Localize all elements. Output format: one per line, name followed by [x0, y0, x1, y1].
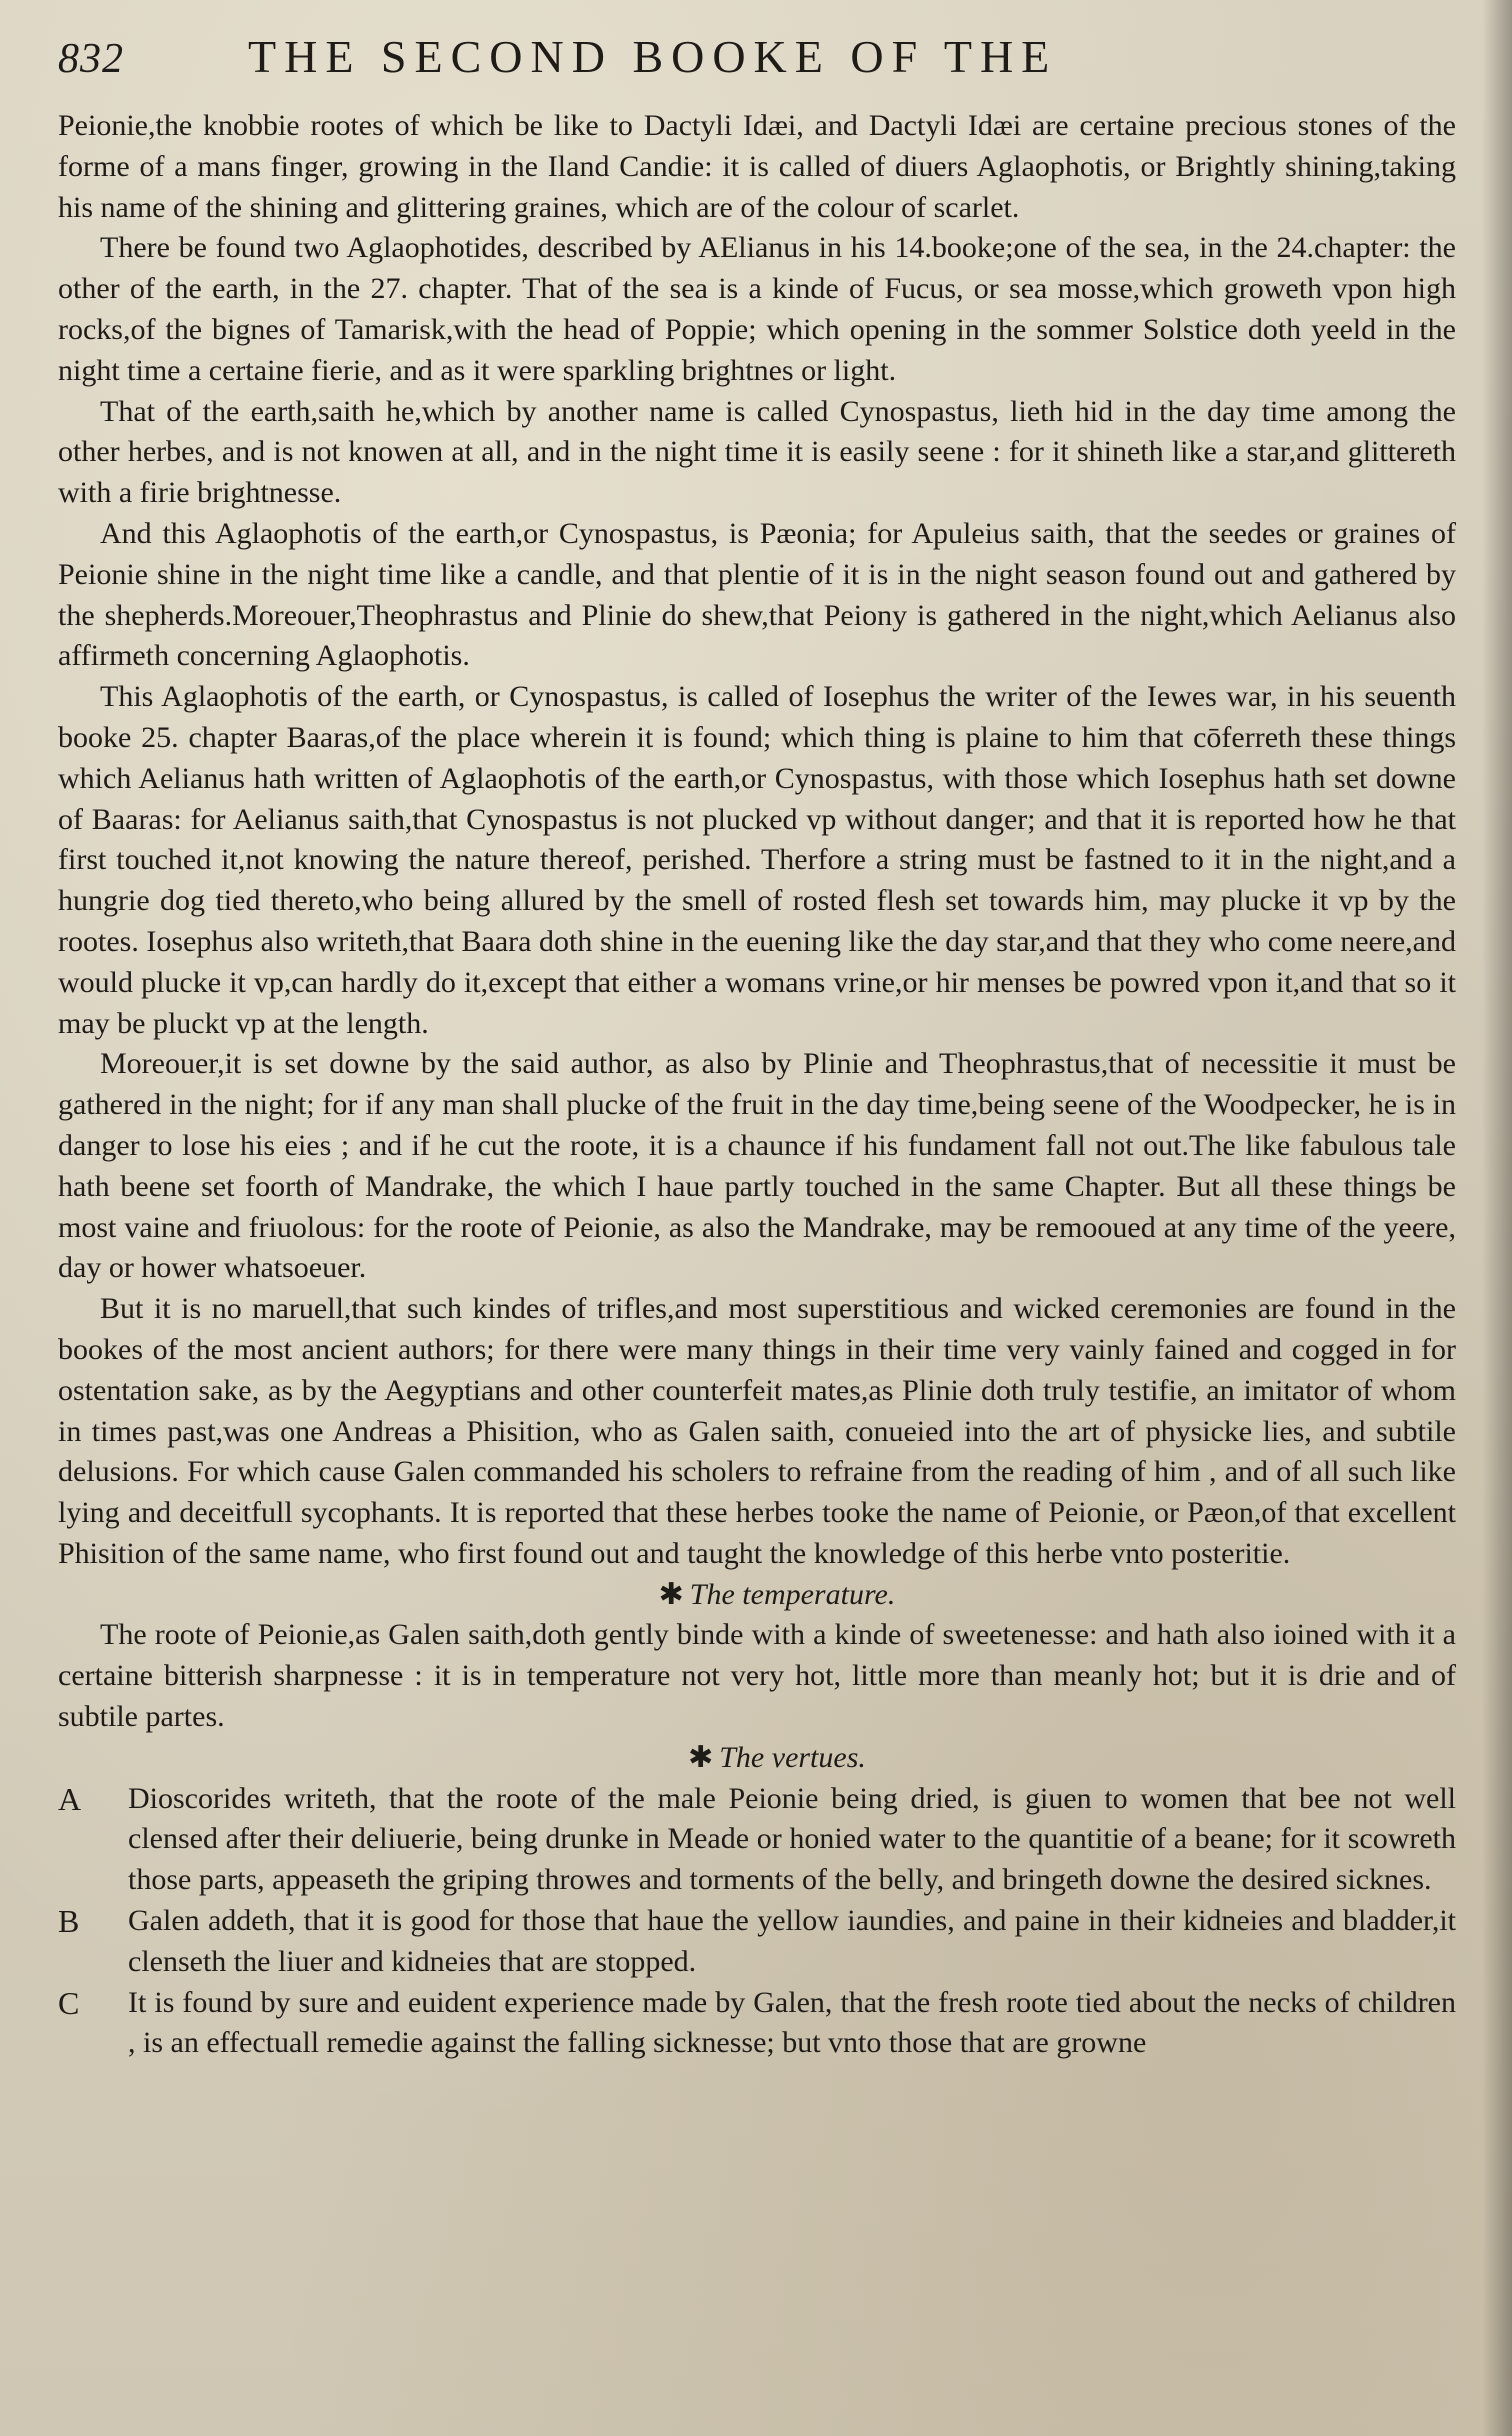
section-heading-label: The vertues.: [719, 1740, 866, 1774]
virtue-text: Dioscorides writeth, that the roote of the male Peionie being dried, is giuen to women that bee not well clensed after their deliuerie, being drunke in Meade or honied water to the quantitie of a beane; for it scowreth those parts, appeaseth the griping throwes and torments of the belly, and bringeth downe the desired sicknes.: [128, 1781, 1456, 1897]
virtue-item: [58, 1901, 1456, 1983]
running-title: THE SECOND BOOKE OF THE: [248, 31, 1058, 82]
virtue-text: It is found by sure and euident experience made by Galen, that the fresh roote tied about the necks of children , is an effectuall remedie against the falling sicknesse; but vnto those that are growne: [128, 1985, 1456, 2060]
paragraph: And this Aglaophotis of the earth,or Cynospastus, is Pæonia; for Apuleius saith, that the seedes or graines of Peionie shine in the night time like a candle, and that plentie of it is in the night season found out and gathered by the shepherds.Moreouer,Theophrastus and Plinie do shew,that Peiony is gathered in the night,which Aelianus also affirmeth concerning Aglaophotis.: [58, 516, 1456, 673]
virtue-letter: B: [58, 1903, 80, 1940]
asterism-icon: ✱: [658, 1577, 684, 1611]
virtue-letter: A: [58, 1780, 82, 1817]
virtue-letter: C: [58, 1984, 80, 2021]
paragraph: Moreouer,it is set downe by the said author, as also by Plinie and Theophrastus,that of necessitie it must be gathered in the night; for if any man shall plucke of the fruit in the day time,being seene of the Woodpecker, he is in danger to lose his eies ; and if he cut the roote, it is a chaunce if his fundament fall not out.The like fabulous tale hath beene set foorth of Mandrake, the which I haue partly touched in the same Chapter. But all these things be most vaine and friuolous: for the roote of Peionie, as also the Mandrake, may be remooued at any time of the yeere, day or hower whatsoeuer.: [58, 1047, 1456, 1285]
paragraph: There be found two Aglaophotides, described by AElianus in his 14.booke;one of the sea, in the 24.chapter: the other of the earth, in the 27. chapter. That of the sea is a kinde of Fucus, or sea mosse,which groweth vpon high rocks,of the bignes of Tamarisk,with the head of Poppie; which opening in the sommer Solstice doth yeeld in the night time a certaine fierie, and as it were sparkling brightnes or light.: [58, 231, 1456, 387]
virtue-item: [58, 1983, 1456, 2065]
asterism-icon: ✱: [688, 1740, 714, 1774]
section-heading-temperature: [58, 1575, 1456, 1616]
section-heading-label: The temperature.: [689, 1577, 896, 1611]
body-text: [58, 106, 1456, 2064]
paragraph: Peionie,the knobbie rootes of which be like to Dactyli Idæi, and Dactyli Idæi are certaine precious stones of the forme of a mans finger, growing in the Iland Candie: it is called of diuers Aglaophotis, or Brightly shining,taking his name of the shining and glittering graines, which are of the colour of scarlet.: [58, 109, 1456, 224]
paragraph: This Aglaophotis of the earth, or Cynospastus, is called of Iosephus the writer of the Iewes war, in his seuenth booke 25. chapter Baaras,of the place wherein it is found; which thing is plaine to him that cōferreth these things which Aelianus hath written of Aglaophotis of the earth,or Cynospastus, with those which Iosephus hath set downe of Baaras: for Aelianus saith,that Cynospastus is not plucked vp without danger; and that it is reported how he that first touched it,not knowing the nature thereof, perished. Therfore a string must be fastned to it in the night,and a hungrie dog tied thereto,who being allured by the smell of rosted flesh set towards him, may plucke it vp by the rootes. Iosephus also writeth,that Baara doth shine in the euening like the day star,and that they who come neere,and would plucke it vp,can hardly do it,except that either a womans vrine,or hir menses be powred vpon it,and that so it may be pluckt vp at the length.: [58, 680, 1456, 1040]
paragraph: That of the earth,saith he,which by another name is called Cynospastus, lieth hid in the day time among the other herbes, and is not knowen at all, and in the night time it is easily seene : for it shineth like a star,and glittereth with a firie brightnesse.: [58, 394, 1456, 510]
virtue-item: [58, 1779, 1456, 1901]
section-heading-vertues: [58, 1738, 1456, 1779]
page-header: [58, 30, 1456, 100]
paragraph-temperature: The roote of Peionie,as Galen saith,doth gently binde with a kinde of sweetenesse: and hath also ioined with it a certaine bitterish sharpnesse : it is in temperature not very hot, little more than meanly hot; but it is drie and of subtile partes.: [58, 1618, 1456, 1734]
page-number: 832: [58, 36, 124, 82]
virtue-text: Galen addeth, that it is good for those that haue the yellow iaundies, and paine in their kidneies and bladder,it clenseth the liuer and kidneies that are stopped.: [128, 1904, 1456, 1978]
paragraph: But it is no maruell,that such kindes of trifles,and most superstitious and wicked ceremonies are found in the bookes of the most ancient authors; for there were many things in their time very vainly fained and cogged in for ostentation sake, as by the Aegyptians and other counterfeit mates,as Plinie doth truly testifie, an imitator of whom in times past,was one Andreas a Phisition, who as Galen saith, conueied into the art of physicke lies, and subtile delusions. For which cause Galen commanded his scholers to refraine from the reading of him , and of all such like lying and deceitfull sycophants. It is reported that these herbes tooke the name of Peionie, or Pæon,of that excellent Phisition of the same name, who first found out and taught the knowledge of this herbe vnto posteritie.: [58, 1292, 1456, 1570]
